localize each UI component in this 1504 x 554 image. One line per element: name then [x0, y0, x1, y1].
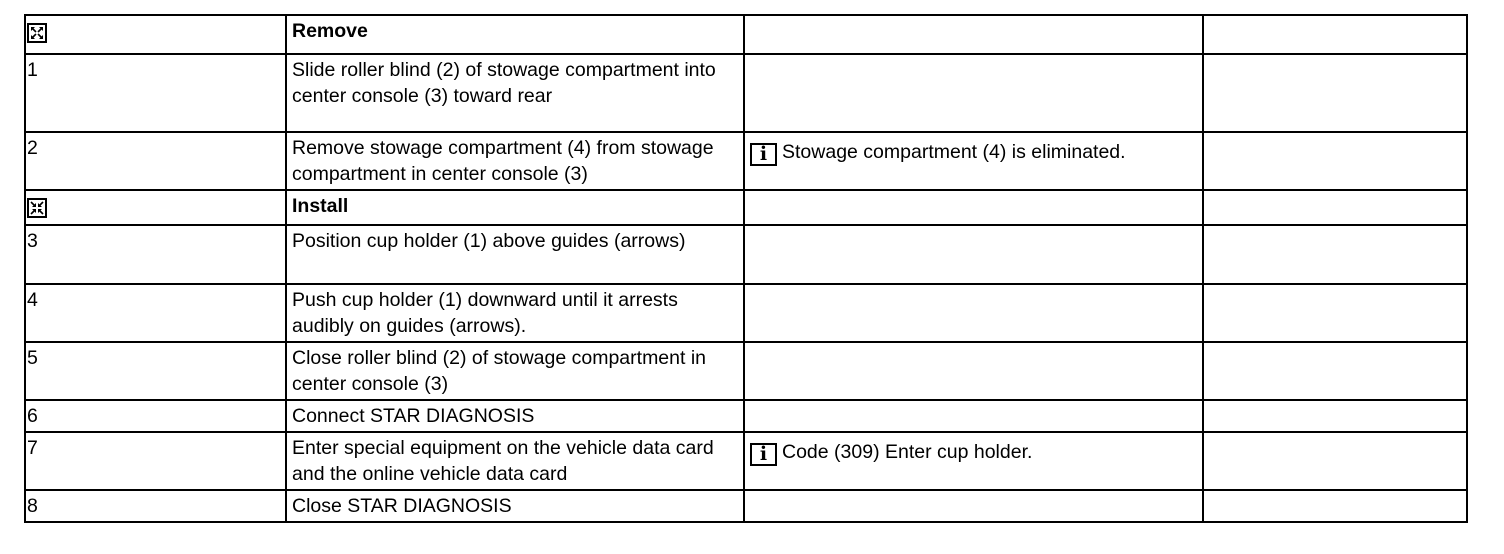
- instruction-cell: [286, 342, 744, 400]
- instruction-text: Close roller blind (2) of stowage compartment in center console (3): [292, 347, 707, 395]
- instruction-cell: [286, 132, 744, 190]
- instruction-text: Slide roller blind (2) of stowage compartment into center console (3) toward rear: [292, 59, 716, 107]
- table-row: [25, 284, 1467, 342]
- table-row: [25, 432, 1467, 490]
- empty-cell: [1203, 490, 1467, 522]
- section-heading: Install: [292, 195, 349, 217]
- info-icon: i: [750, 143, 777, 166]
- step-number: 5: [27, 347, 38, 369]
- step-number: 8: [27, 495, 38, 517]
- step-cell: [25, 432, 286, 490]
- note-text: Code (309) Enter cup holder.: [782, 441, 1033, 463]
- instruction-cell: [286, 54, 744, 132]
- instruction-text: Close STAR DIAGNOSIS: [292, 495, 512, 517]
- instruction-text: Push cup holder (1) downward until it arrests audibly on guides (arrows).: [292, 289, 678, 337]
- empty-cell: [1203, 190, 1467, 225]
- note-cell: [744, 190, 1203, 225]
- table-row: [25, 400, 1467, 432]
- table-row: [25, 225, 1467, 284]
- note-cell: [744, 225, 1203, 284]
- step-number: 3: [27, 230, 38, 252]
- section-heading: Remove: [292, 20, 368, 42]
- empty-cell: [1203, 342, 1467, 400]
- table-row: [25, 54, 1467, 132]
- step-number: 1: [27, 59, 38, 81]
- table-row: [25, 190, 1467, 225]
- empty-cell: [1203, 15, 1467, 54]
- table-row: [25, 342, 1467, 400]
- instruction-text: Position cup holder (1) above guides (arrows): [292, 230, 686, 252]
- table-row: [25, 132, 1467, 190]
- step-number: 7: [27, 437, 38, 459]
- table-row: [25, 15, 1467, 54]
- empty-cell: [1203, 132, 1467, 190]
- step-cell: [25, 190, 286, 225]
- note-cell: [744, 342, 1203, 400]
- empty-cell: [1203, 54, 1467, 132]
- step-number: 4: [27, 289, 38, 311]
- note-cell: [744, 432, 1203, 490]
- step-cell: [25, 15, 286, 54]
- note-cell: [744, 400, 1203, 432]
- empty-cell: [1203, 400, 1467, 432]
- step-cell: [25, 400, 286, 432]
- instruction-text: Connect STAR DIAGNOSIS: [292, 405, 535, 427]
- remove-arrows-icon: [27, 23, 47, 43]
- instruction-cell: [286, 490, 744, 522]
- step-number: 6: [27, 405, 38, 427]
- instruction-cell: [286, 225, 744, 284]
- instruction-text: Remove stowage compartment (4) from stowage compartment in center console (3): [292, 137, 714, 185]
- note-cell: [744, 15, 1203, 54]
- step-cell: [25, 342, 286, 400]
- instruction-cell: [286, 15, 744, 54]
- table-row: [25, 490, 1467, 522]
- step-cell: [25, 132, 286, 190]
- empty-cell: [1203, 225, 1467, 284]
- step-cell: [25, 225, 286, 284]
- note-text: Stowage compartment (4) is eliminated.: [782, 141, 1126, 163]
- instruction-cell: [286, 400, 744, 432]
- step-number: 2: [27, 137, 38, 159]
- instruction-cell: [286, 432, 744, 490]
- note-cell: [744, 54, 1203, 132]
- note-cell: [744, 490, 1203, 522]
- procedure-table: [24, 14, 1468, 523]
- note-cell: [744, 284, 1203, 342]
- install-arrows-icon: [27, 198, 47, 218]
- instruction-cell: [286, 284, 744, 342]
- step-cell: [25, 490, 286, 522]
- info-icon: i: [750, 443, 777, 466]
- step-cell: [25, 54, 286, 132]
- step-cell: [25, 284, 286, 342]
- instruction-cell: [286, 190, 744, 225]
- empty-cell: [1203, 432, 1467, 490]
- empty-cell: [1203, 284, 1467, 342]
- note-cell: [744, 132, 1203, 190]
- instruction-text: Enter special equipment on the vehicle data card and the online vehicle data card: [292, 437, 714, 485]
